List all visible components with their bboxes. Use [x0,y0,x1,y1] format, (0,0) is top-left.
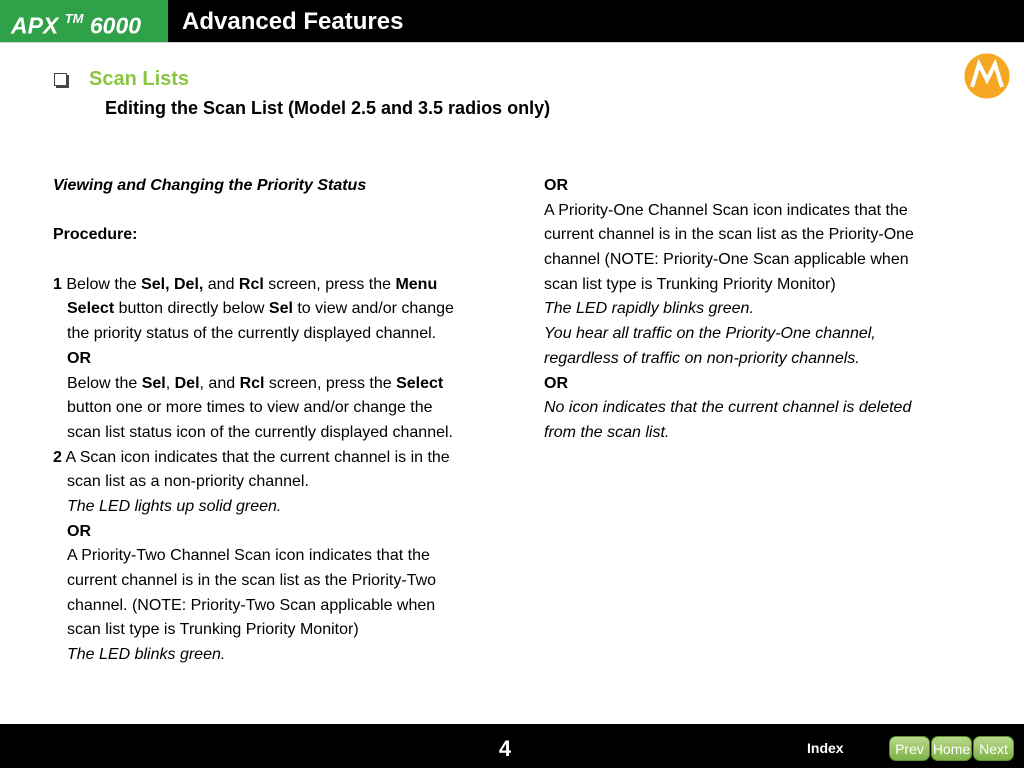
procedure-heading: Viewing and Changing the Priority Status [53,177,367,194]
next-button[interactable]: Next [973,736,1014,761]
step-2-line-3: A Priority-Two Channel Scan icon indicates that the [67,547,430,565]
step-2-led-blinks: The LED blinks green. [67,646,226,664]
step-2-line-2: scan list as a non-priority channel. [67,473,309,491]
header-bar [0,0,1024,42]
right-line-1: A Priority-One Channel Scan icon indicates that the [544,201,908,219]
step-2-line-5: channel. (NOTE: Priority-Two Scan applicable when [67,596,436,614]
brand-model: 6000 [89,12,142,39]
step-2-led-solid: The LED lights up solid green. [67,497,282,515]
right-column [544,174,964,446]
right-line-8: from the scan list. [544,423,670,441]
prev-button[interactable]: Prev [889,736,930,761]
step-1-line-1: 1 Below the Sel, Del, and Rcl screen, press the Menu [53,275,438,293]
section-subtitle: Editing the Scan List (Model 2.5 and 3.5 radios only) [105,98,551,118]
step-2-line-4: current channel is in the scan list as the Priority-Two [67,572,437,589]
index-link[interactable]: Index [807,740,844,756]
step-number: 2 [53,448,62,466]
left-column [53,174,503,668]
section-title: Scan Lists [89,67,190,90]
section-heading [54,66,189,92]
step-1-line-4: Below the Sel, Del, and Rcl screen, press the Select [67,374,444,392]
brand-name: APX [11,12,59,39]
right-line-6: regardless of traffic on non-priority channels. [544,349,860,367]
step-2-line-6: scan list type is Trunking Priority Monitor) [67,621,359,639]
right-or-2: OR [544,374,568,392]
procedure-label: Procedure: [53,226,138,244]
step-2-or: OR [67,522,91,540]
right-line-2: current channel is in the scan list as the Priority-One [544,226,914,244]
right-led-rapid: The LED rapidly blinks green. [544,300,754,318]
right-line-3: channel (NOTE: Priority-One Scan applicable when [544,251,909,269]
header-divider [0,42,1024,43]
brand-trademark: TM [64,11,84,26]
step-2-line-1: 2 A Scan icon indicates that the current channel is in the [53,448,450,466]
page-title: Advanced Features [182,8,404,35]
step-1-line-3: the priority status of the currently displayed channel. [67,325,437,343]
right-line-5: You hear all traffic on the Priority-One channel, [544,325,876,343]
step-1-or: OR [67,349,91,367]
right-line-7: No icon indicates that the current channel is deleted [544,399,912,417]
home-button[interactable]: Home [931,736,972,761]
right-line-4: scan list type is Trunking Priority Monitor) [544,275,836,293]
step-number: 1 [53,275,62,293]
page-number: 4 [498,736,512,761]
right-or-1: OR [544,177,568,194]
brand-badge [0,0,168,42]
step-1-line-2: Select button directly below Sel to view and/or change [67,300,454,318]
step-1-line-6: scan list status icon of the currently displayed channel. [67,423,453,441]
motorola-logo-icon [963,52,1011,100]
checkbox-bullet-icon [54,73,67,86]
step-1-line-5: button one or more times to view and/or change the [67,399,433,417]
